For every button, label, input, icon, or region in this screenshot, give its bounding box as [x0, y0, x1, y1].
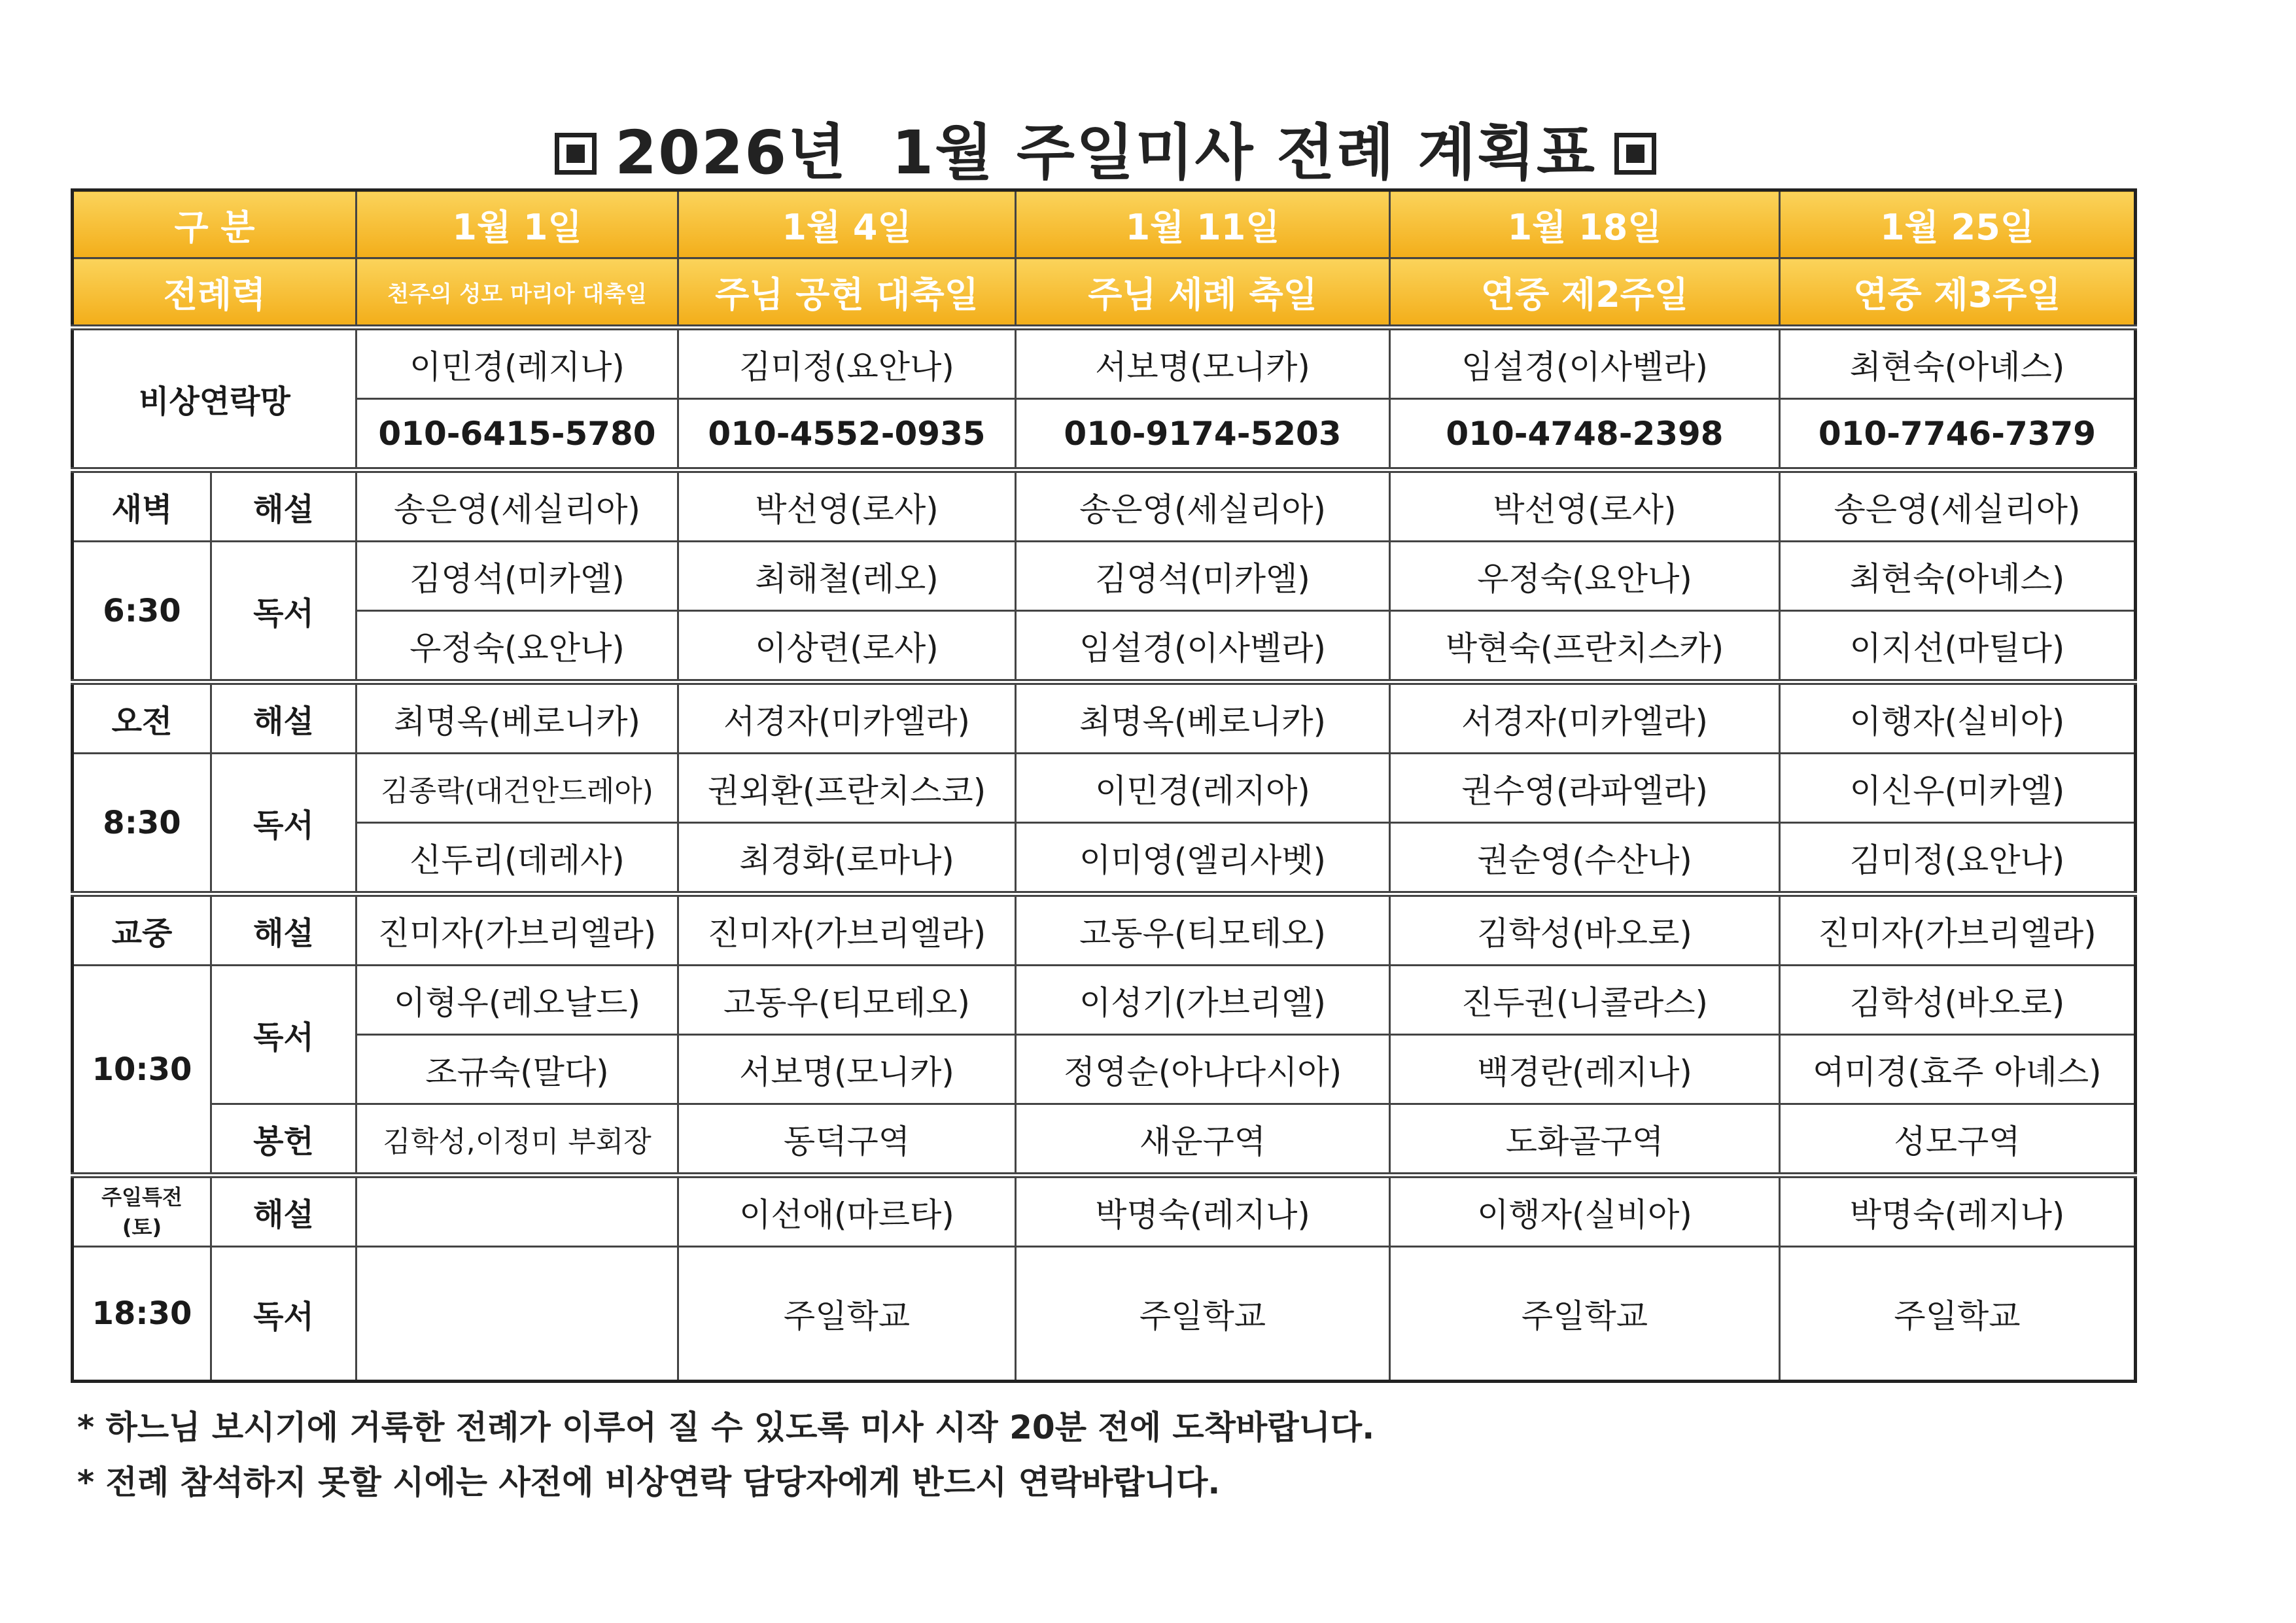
assignee: 임설경(이사벨라)	[1016, 611, 1390, 682]
assignee: 김영석(미카엘)	[357, 542, 678, 611]
liturgical-calendar-row	[73, 258, 2136, 328]
dawn-reading2-row	[73, 611, 2136, 682]
date-header: 1월 11일	[1016, 190, 1390, 258]
assignee: 우정숙(요안나)	[1390, 542, 1780, 611]
contact-name: 서보명(모니카)	[1016, 328, 1390, 399]
page-title	[0, 105, 2211, 191]
assignee: 김종락(대건안드레아)	[357, 754, 678, 823]
assignee: 박명숙(레지나)	[1780, 1176, 2136, 1247]
assignee: 최현숙(아녜스)	[1780, 542, 2136, 611]
mass-time: 8:30	[73, 754, 211, 894]
assignee: 박현숙(프란치스카)	[1390, 611, 1780, 682]
assignee: 백경란(레지나)	[1390, 1035, 1780, 1104]
assignee: 여미경(효주 아녜스)	[1780, 1035, 2136, 1104]
assignee: 도화골구역	[1390, 1104, 1780, 1176]
contact-phone: 010-4552-0935	[678, 399, 1016, 470]
category-header: 구 분	[73, 190, 357, 258]
square-bullet-icon	[555, 133, 597, 175]
assignee: 이행자(실비아)	[1390, 1176, 1780, 1247]
contact-phone: 010-9174-5203	[1016, 399, 1390, 470]
assignee: 고동우(티모테오)	[1016, 894, 1390, 966]
emergency-phone-row	[73, 399, 2136, 470]
footnote: * 하느님 보시기에 거룩한 전례가 이루어 질 수 있도록 미사 시작 20분 전에 도착바랍니다.	[77, 1408, 1375, 1446]
assignee: 김학성(바오로)	[1390, 894, 1780, 966]
assignee: 김영석(미카엘)	[1016, 542, 1390, 611]
assignee: 진미자(가브리엘라)	[678, 894, 1016, 966]
date-header: 1월 25일	[1780, 190, 2136, 258]
contact-name: 김미정(요안나)	[678, 328, 1016, 399]
assignee: 정영순(아나다시아)	[1016, 1035, 1390, 1104]
assignee: 최명옥(베로니카)	[357, 682, 678, 754]
mass-time: 18:30	[73, 1247, 211, 1382]
assignee: 고동우(티모테오)	[678, 966, 1016, 1035]
mass-time: 6:30	[73, 542, 211, 682]
feast-name: 주님 세례 축일	[1016, 258, 1390, 328]
assignee: 김학성,이정미 부회장	[357, 1104, 678, 1176]
assignee: 서경자(미카엘라)	[678, 682, 1016, 754]
assignee: 송은영(세실리아)	[1016, 470, 1390, 542]
assignee: 이미영(엘리사벳)	[1016, 823, 1390, 894]
assignee: 주일학교	[678, 1247, 1016, 1382]
mass-label: 새벽	[73, 470, 211, 542]
midday-reading1-row	[73, 966, 2136, 1035]
assignee: 진미자(가브리엘라)	[1780, 894, 2136, 966]
title-text: 2026년 1월 주일미사 전례 계획표	[615, 118, 1596, 188]
assignee: 이지선(마틸다)	[1780, 611, 2136, 682]
assignee: 이성기(가브리엘)	[1016, 966, 1390, 1035]
assignee: 최경화(로마나)	[678, 823, 1016, 894]
contact-phone: 010-6415-5780	[357, 399, 678, 470]
assignee: 주일학교	[1390, 1247, 1780, 1382]
mass-label: 교중	[73, 894, 211, 966]
assignee: 권순영(수산나)	[1390, 823, 1780, 894]
contact-phone: 010-7746-7379	[1780, 399, 2136, 470]
assignee: 이형우(레오날드)	[357, 966, 678, 1035]
assignee: 새운구역	[1016, 1104, 1390, 1176]
square-bullet-icon	[1614, 133, 1656, 175]
role-label: 봉헌	[211, 1104, 357, 1176]
assignee: 서경자(미카엘라)	[1390, 682, 1780, 754]
role-label: 해설	[211, 894, 357, 966]
date-header: 1월 18일	[1390, 190, 1780, 258]
assignee: 박선영(로사)	[1390, 470, 1780, 542]
assignee: 성모구역	[1780, 1104, 2136, 1176]
assignee: 송은영(세실리아)	[357, 470, 678, 542]
contact-name: 임설경(이사벨라)	[1390, 328, 1780, 399]
footnotes	[77, 1400, 1374, 1510]
role-label: 독서	[211, 754, 357, 894]
assignee: 이상련(로사)	[678, 611, 1016, 682]
assignee	[357, 1176, 678, 1247]
assignee: 권수영(라파엘라)	[1390, 754, 1780, 823]
contact-name: 최현숙(아녜스)	[1780, 328, 2136, 399]
assignee: 최명옥(베로니카)	[1016, 682, 1390, 754]
mass-label: 주일특전 (토)	[73, 1176, 211, 1247]
date-header: 1월 4일	[678, 190, 1016, 258]
footnote: * 전례 참석하지 못할 시에는 사전에 비상연락 담당자에게 반드시 연락바랍니다.	[77, 1463, 1221, 1501]
date-header-row	[73, 190, 2136, 258]
assignee: 송은영(세실리아)	[1780, 470, 2136, 542]
feast-name: 천주의 성모 마리아 대축일	[357, 258, 678, 328]
assignee: 이행자(실비아)	[1780, 682, 2136, 754]
assignee: 주일학교	[1016, 1247, 1390, 1382]
assignee: 이신우(미카엘)	[1780, 754, 2136, 823]
dawn-reading1-row	[73, 542, 2136, 611]
contact-name: 이민경(레지나)	[357, 328, 678, 399]
assignee: 김미정(요안나)	[1780, 823, 2136, 894]
midday-offering-row	[73, 1104, 2136, 1176]
assignee: 우정숙(요안나)	[357, 611, 678, 682]
feast-name: 연중 제2주일	[1390, 258, 1780, 328]
emergency-label: 비상연락망	[73, 328, 357, 470]
role-label: 해설	[211, 470, 357, 542]
morning-reading1-row	[73, 754, 2136, 823]
assignee: 이민경(레지아)	[1016, 754, 1390, 823]
assignee: 김학성(바오로)	[1780, 966, 2136, 1035]
morning-reading2-row	[73, 823, 2136, 894]
contact-phone: 010-4748-2398	[1390, 399, 1780, 470]
role-label: 해설	[211, 682, 357, 754]
assignee: 박명숙(레지나)	[1016, 1176, 1390, 1247]
feast-name: 주님 공현 대축일	[678, 258, 1016, 328]
assignee: 이선애(마르타)	[678, 1176, 1016, 1247]
role-label: 독서	[211, 1247, 357, 1382]
feast-name: 연중 제3주일	[1780, 258, 2136, 328]
role-label: 독서	[211, 542, 357, 682]
assignee: 동덕구역	[678, 1104, 1016, 1176]
liturgy-schedule-table	[71, 188, 2137, 1383]
liturgy-header: 전례력	[73, 258, 357, 328]
assignee: 최해철(레오)	[678, 542, 1016, 611]
evening-reading-row	[73, 1247, 2136, 1382]
assignee: 권외환(프란치스코)	[678, 754, 1016, 823]
mass-label: 오전	[73, 682, 211, 754]
assignee: 진미자(가브리엘라)	[357, 894, 678, 966]
emergency-name-row	[73, 328, 2136, 399]
dawn-commentary-row	[73, 470, 2136, 542]
assignee	[357, 1247, 678, 1382]
assignee: 진두권(니콜라스)	[1390, 966, 1780, 1035]
assignee: 서보명(모니카)	[678, 1035, 1016, 1104]
midday-reading2-row	[73, 1035, 2136, 1104]
assignee: 주일학교	[1780, 1247, 2136, 1382]
evening-commentary-row	[73, 1176, 2136, 1247]
date-header: 1월 1일	[357, 190, 678, 258]
assignee: 박선영(로사)	[678, 470, 1016, 542]
assignee: 신두리(데레사)	[357, 823, 678, 894]
role-label: 독서	[211, 966, 357, 1104]
morning-commentary-row	[73, 682, 2136, 754]
midday-commentary-row	[73, 894, 2136, 966]
assignee: 조규숙(말다)	[357, 1035, 678, 1104]
mass-time: 10:30	[73, 966, 211, 1176]
role-label: 해설	[211, 1176, 357, 1247]
